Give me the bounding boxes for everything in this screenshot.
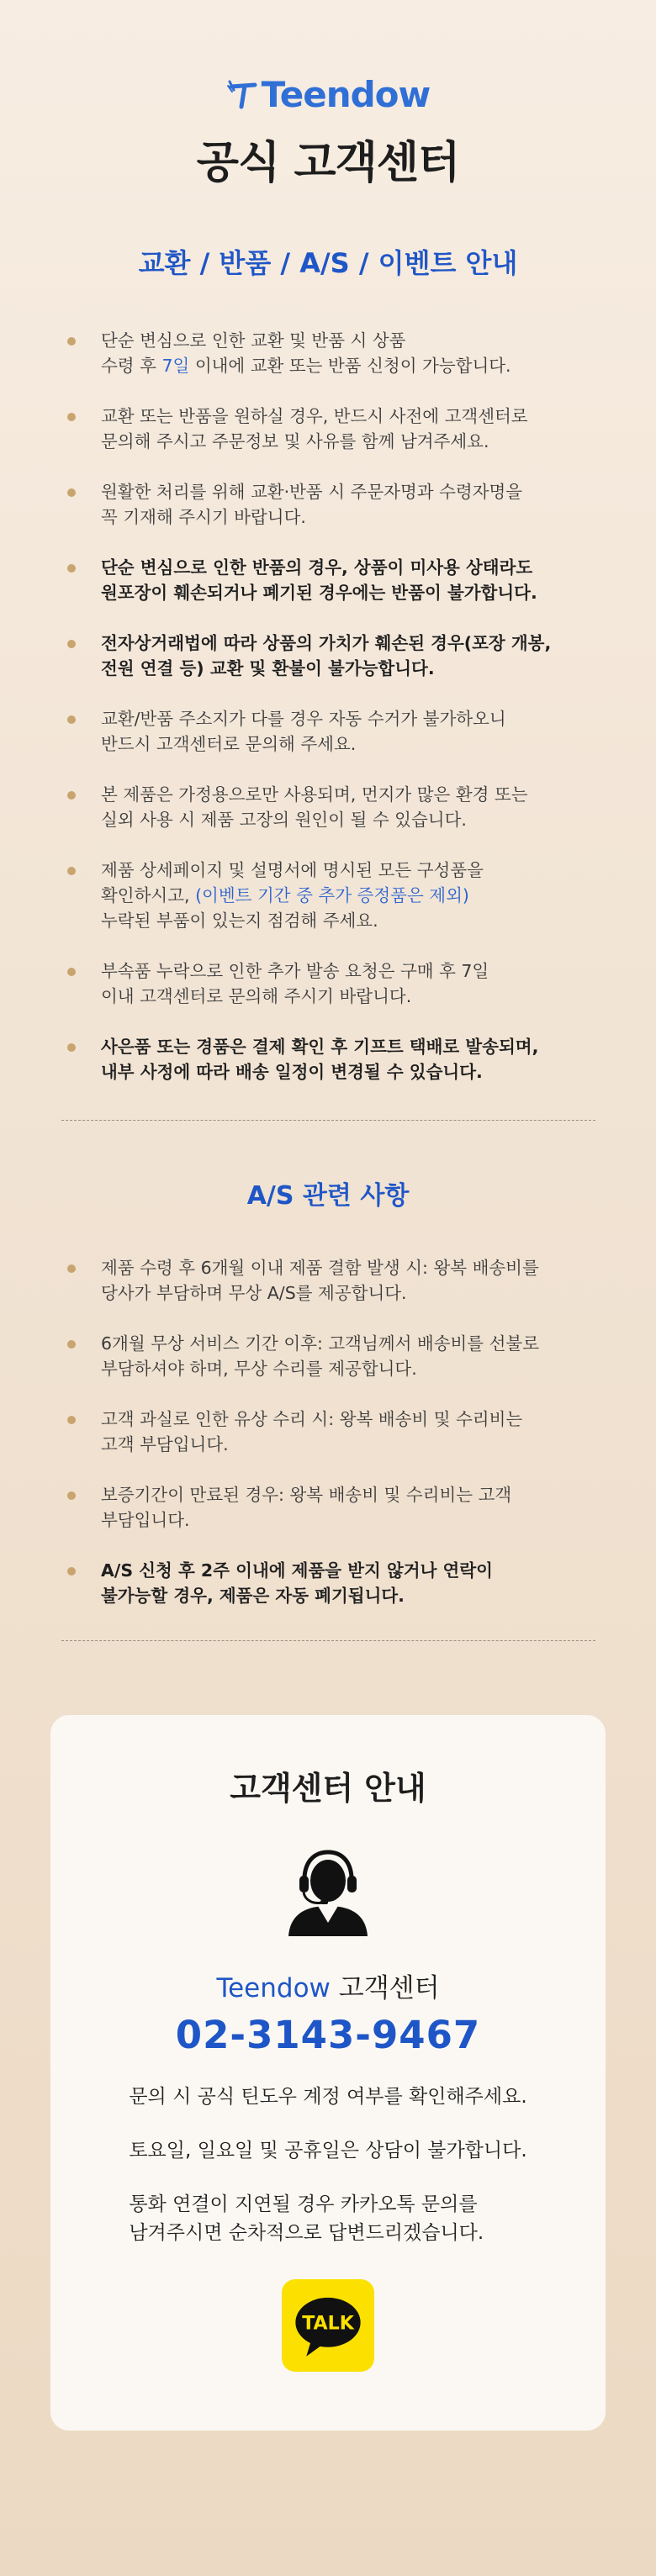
exchange-policy-list: [67, 328, 589, 1085]
logo-text: Teendow: [261, 74, 431, 115]
phone-number-link[interactable]: 02-3143-9467: [175, 2013, 481, 2057]
section-title-as: A/S 관련 사항: [246, 1181, 410, 1211]
list-item: 제품 수령 후 6개월 이내 제품 결함 발생 시: 왕복 배송비를 당사가 부담하며 무상 A/S를 제공합니다.: [67, 1255, 589, 1306]
customer-center-card: [50, 1715, 606, 2431]
list-item: 단순 변심으로 인한 반품의 경우, 상품이 미사용 상태라도 원포장이 훼손되거나 폐기된 경우에는 반품이 불가합니다.: [67, 555, 589, 605]
section-divider: [61, 1640, 595, 1641]
list-item: 전자상거래법에 따라 상품의 가치가 훼손된 경우(포장 개봉, 전원 연결 등) 교환 및 환불이 불가능합니다.: [67, 631, 589, 681]
list-item: 본 제품은 가정용으로만 사용되며, 먼지가 많은 환경 또는 실외 사용 시 제품 고장의 원인이 될 수 있습니다.: [67, 782, 589, 832]
page-title: 공식 고객센터: [196, 138, 460, 188]
card-title: 고객센터 안내: [230, 1770, 426, 1807]
brand-logo: [226, 74, 431, 115]
section-divider: [61, 1120, 595, 1121]
kakao-talk-label: TALK: [302, 2313, 354, 2335]
list-item: 교환 또는 반품을 원하실 경우, 반드시 사전에 고객센터로 문의해 주시고 주문정보 및 사유를 함께 남겨주세요.: [67, 404, 589, 454]
logo-mark-icon: [226, 78, 260, 112]
list-item: 제품 상세페이지 및 설명서에 명시된 모든 구성품을 확인하시고, (이벤트 기간 중 추가 증정품은 제외) 누락된 부품이 있는지 점검해 주세요.: [67, 858, 589, 933]
list-item: 교환/반품 주소지가 다를 경우 자동 수거가 불가하오니 반드시 고객센터로 문의해 주세요.: [67, 706, 589, 757]
highlight-days: 7일: [161, 356, 190, 376]
list-item: 단순 변심으로 인한 교환 및 반품 시 상품 수령 후 7일 이내에 교환 또는 반품 신청이 가능합니다.: [67, 328, 589, 378]
section-title-exchange: 교환 / 반품 / A/S / 이벤트 안내: [138, 247, 518, 279]
list-item: 원활한 처리를 위해 교환·반품 시 주문자명과 수령자명을 꼭 기재해 주시기 바랍니다.: [67, 479, 589, 530]
list-item: 고객 과실로 인한 유상 수리 시: 왕복 배송비 및 수리비는 고객 부담입니다.: [67, 1407, 589, 1457]
list-item: 사은품 또는 경품은 결제 확인 후 기프트 택배로 발송되며, 내부 사정에 따라 배송 일정이 변경될 수 있습니다.: [67, 1034, 589, 1085]
event-exclusion-note: (이벤트 기간 중 추가 증정품은 제외): [195, 885, 469, 905]
note-kakao: 통화 연결이 지연될 경우 카카오톡 문의를 남겨주시면 순차적으로 답변드리겠습니다.: [129, 2193, 484, 2244]
list-item: 보증기간이 만료된 경우: 왕복 배송비 및 수리비는 고객 부담입니다.: [67, 1482, 589, 1533]
customer-center-label: Teendow 고객센터: [216, 1973, 440, 2003]
contact-notes: [129, 2082, 526, 2272]
list-item: 6개월 무상 서비스 기간 이후: 고객님께서 배송비를 선불로 부담하셔야 하며, 무상 수리를 제공합니다.: [67, 1331, 589, 1381]
as-policy-list: [67, 1255, 589, 1608]
note-account-check: 문의 시 공식 틴도우 계정 여부를 확인해주세요.: [129, 2086, 527, 2108]
note-holiday: 토요일, 일요일 및 공휴일은 상담이 불가합니다.: [129, 2140, 527, 2162]
list-item: 부속품 누락으로 인한 추가 발송 요청은 구매 후 7일 이내 고객센터로 문의해 주시기 바랍니다.: [67, 958, 589, 1009]
list-item: A/S 신청 후 2주 이내에 제품을 받지 않거나 연락이 불가능할 경우, 제품은 자동 폐기됩니다.: [67, 1558, 589, 1608]
brand-name: Teendow: [216, 1973, 331, 2003]
kakaotalk-icon[interactable]: [282, 2279, 374, 2372]
customer-service-agent-icon: [282, 1845, 374, 1938]
header: [0, 0, 656, 190]
